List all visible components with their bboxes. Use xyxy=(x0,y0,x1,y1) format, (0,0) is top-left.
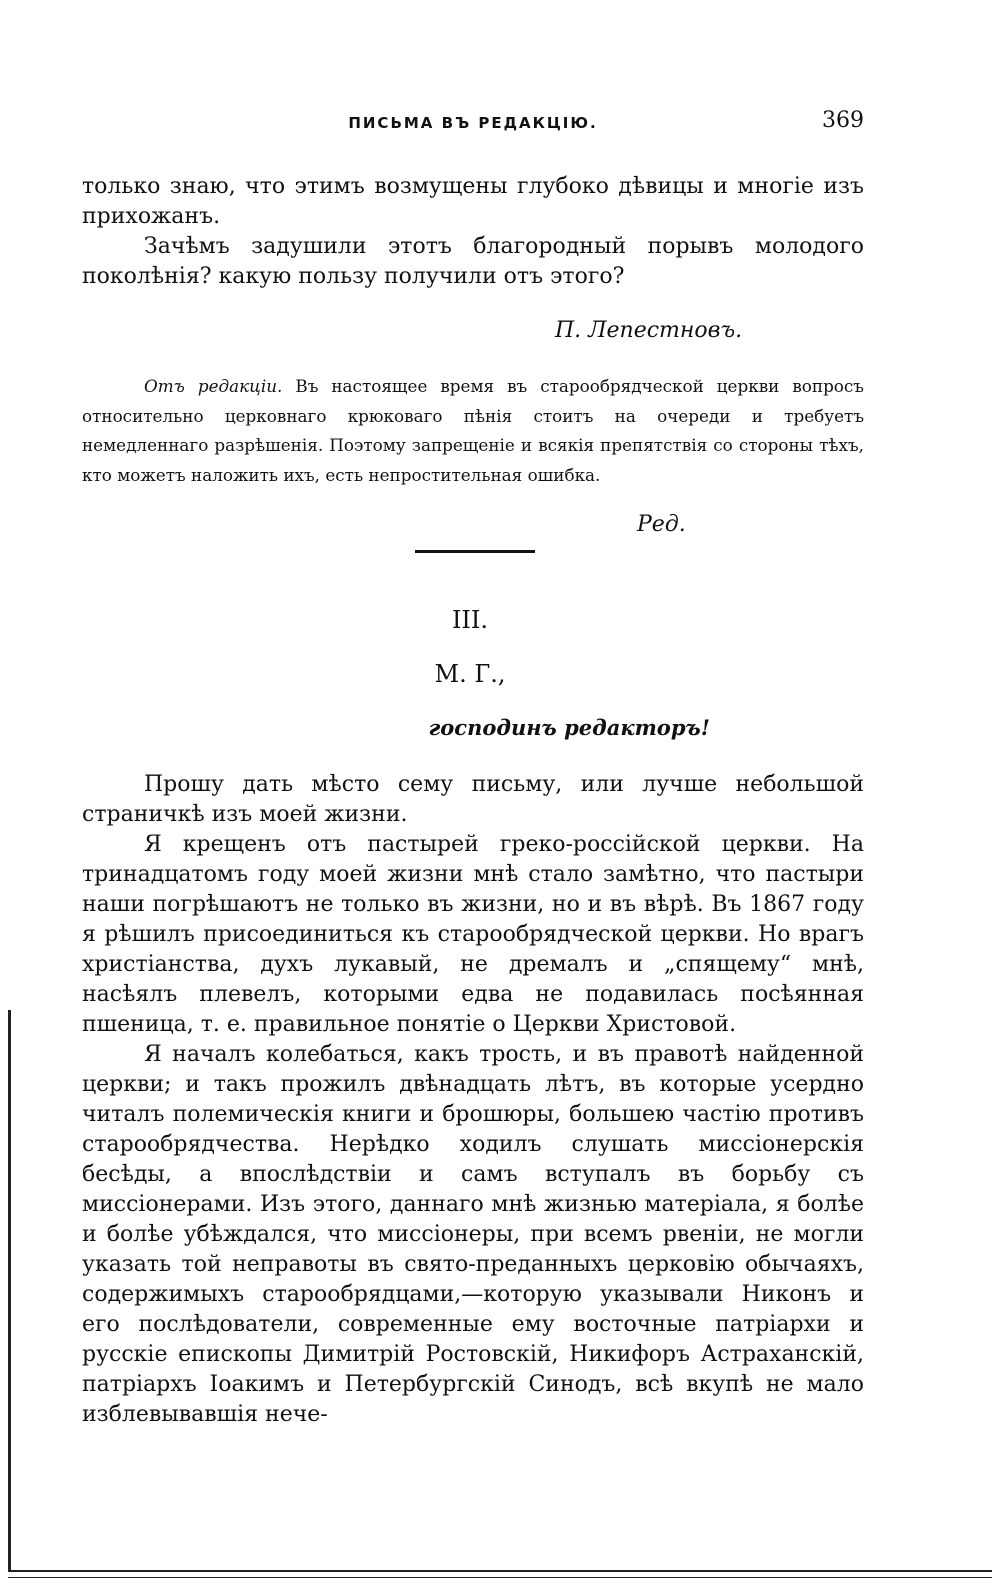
editor-note xyxy=(82,372,864,490)
letter-end-paragraph-1: только знаю, что этимъ возмущены глубоко дѣвицы и многіе изъ прихожанъ. xyxy=(82,174,864,229)
scan-edge-line xyxy=(8,1010,11,1570)
scan-bottom-line xyxy=(8,1570,992,1572)
address-line: господинъ редакторъ! xyxy=(428,715,710,740)
scan-bottom-line-2 xyxy=(8,1577,992,1578)
letter-signature: П. Лепестновъ. xyxy=(555,318,743,343)
body-paragraph-2: Я крещенъ отъ пастырей греко-россійской церкви. На тринадцатомъ году моей жизни мнѣ стало замѣтно, что пастыри наши погрѣшаютъ не только въ жизни, но и въ вѣрѣ. Въ 1867 году я рѣшилъ присоединиться къ старообрядческой церкви. Но врагъ христіанства, духъ лукавый, не дремалъ и „спящему“ мнѣ, насѣялъ плевелъ, которыми едва не подавилась посѣянная пшеница, т. е. правильное понятіе о Церкви Христовой. xyxy=(82,832,864,1037)
editor-note-lead: Отъ редакціи. xyxy=(144,376,283,396)
editor-note-text: Въ настоящее время въ старообрядческой церкви вопросъ относительно церковнаго крюковаго пѣнія стоитъ на очереди и требуетъ немедленнаго разрѣшенія. Поэтому запрещеніе и всякія препятствія со стороны тѣхъ, кто можетъ наложить ихъ, есть непростительная ошибка. xyxy=(82,376,864,485)
salutation: М. Г., xyxy=(434,660,506,688)
editor-signature: Ред. xyxy=(637,512,686,537)
body-paragraph-1: Прошу дать мѣсто сему письму, или лучше небольшой страничкѣ изъ моей жизни. xyxy=(82,772,864,827)
section-number: III. xyxy=(451,606,489,634)
body-paragraph-3: Я началъ колебаться, какъ трость, и въ правотѣ найденной церкви; и такъ прожилъ двѣнадцать лѣтъ, въ которые усердно читалъ полемическія книги и брошюры, большею частію противъ старообрядчества. Нерѣдко ходилъ слушать миссіонерскія бесѣды, а впослѣдствіи и самъ вступалъ въ борьбу съ миссіонерами. Изъ этого, даннаго мнѣ жизнью матеріала, я болѣе и болѣе убѣждался, что миссіонеры, при всемъ рвеніи, не могли указать той неправоты въ свято-преданныхъ церковію обычаяхъ, содержимыхъ старообрядцами,—которую указывали Никонъ и его послѣдователи, современные ему восточные патріархи и русскіе епископы Димитрій Ростовскій, Никифоръ Астраханскій, патріархъ Іоакимъ и Петербургскій Синодъ, всѣ вкупѣ не мало изблевывавшія нече- xyxy=(82,1042,864,1427)
section-divider xyxy=(415,550,535,553)
letter-end-paragraph-2: Зачѣмъ задушили этотъ благородный порывъ молодого поколѣнія? какую пользу получили отъ этого? xyxy=(82,234,864,289)
page-header xyxy=(82,108,864,140)
running-head: ПИСЬМА ВЪ РЕДАКЦІЮ. xyxy=(348,114,598,132)
page-number: 369 xyxy=(822,108,864,133)
